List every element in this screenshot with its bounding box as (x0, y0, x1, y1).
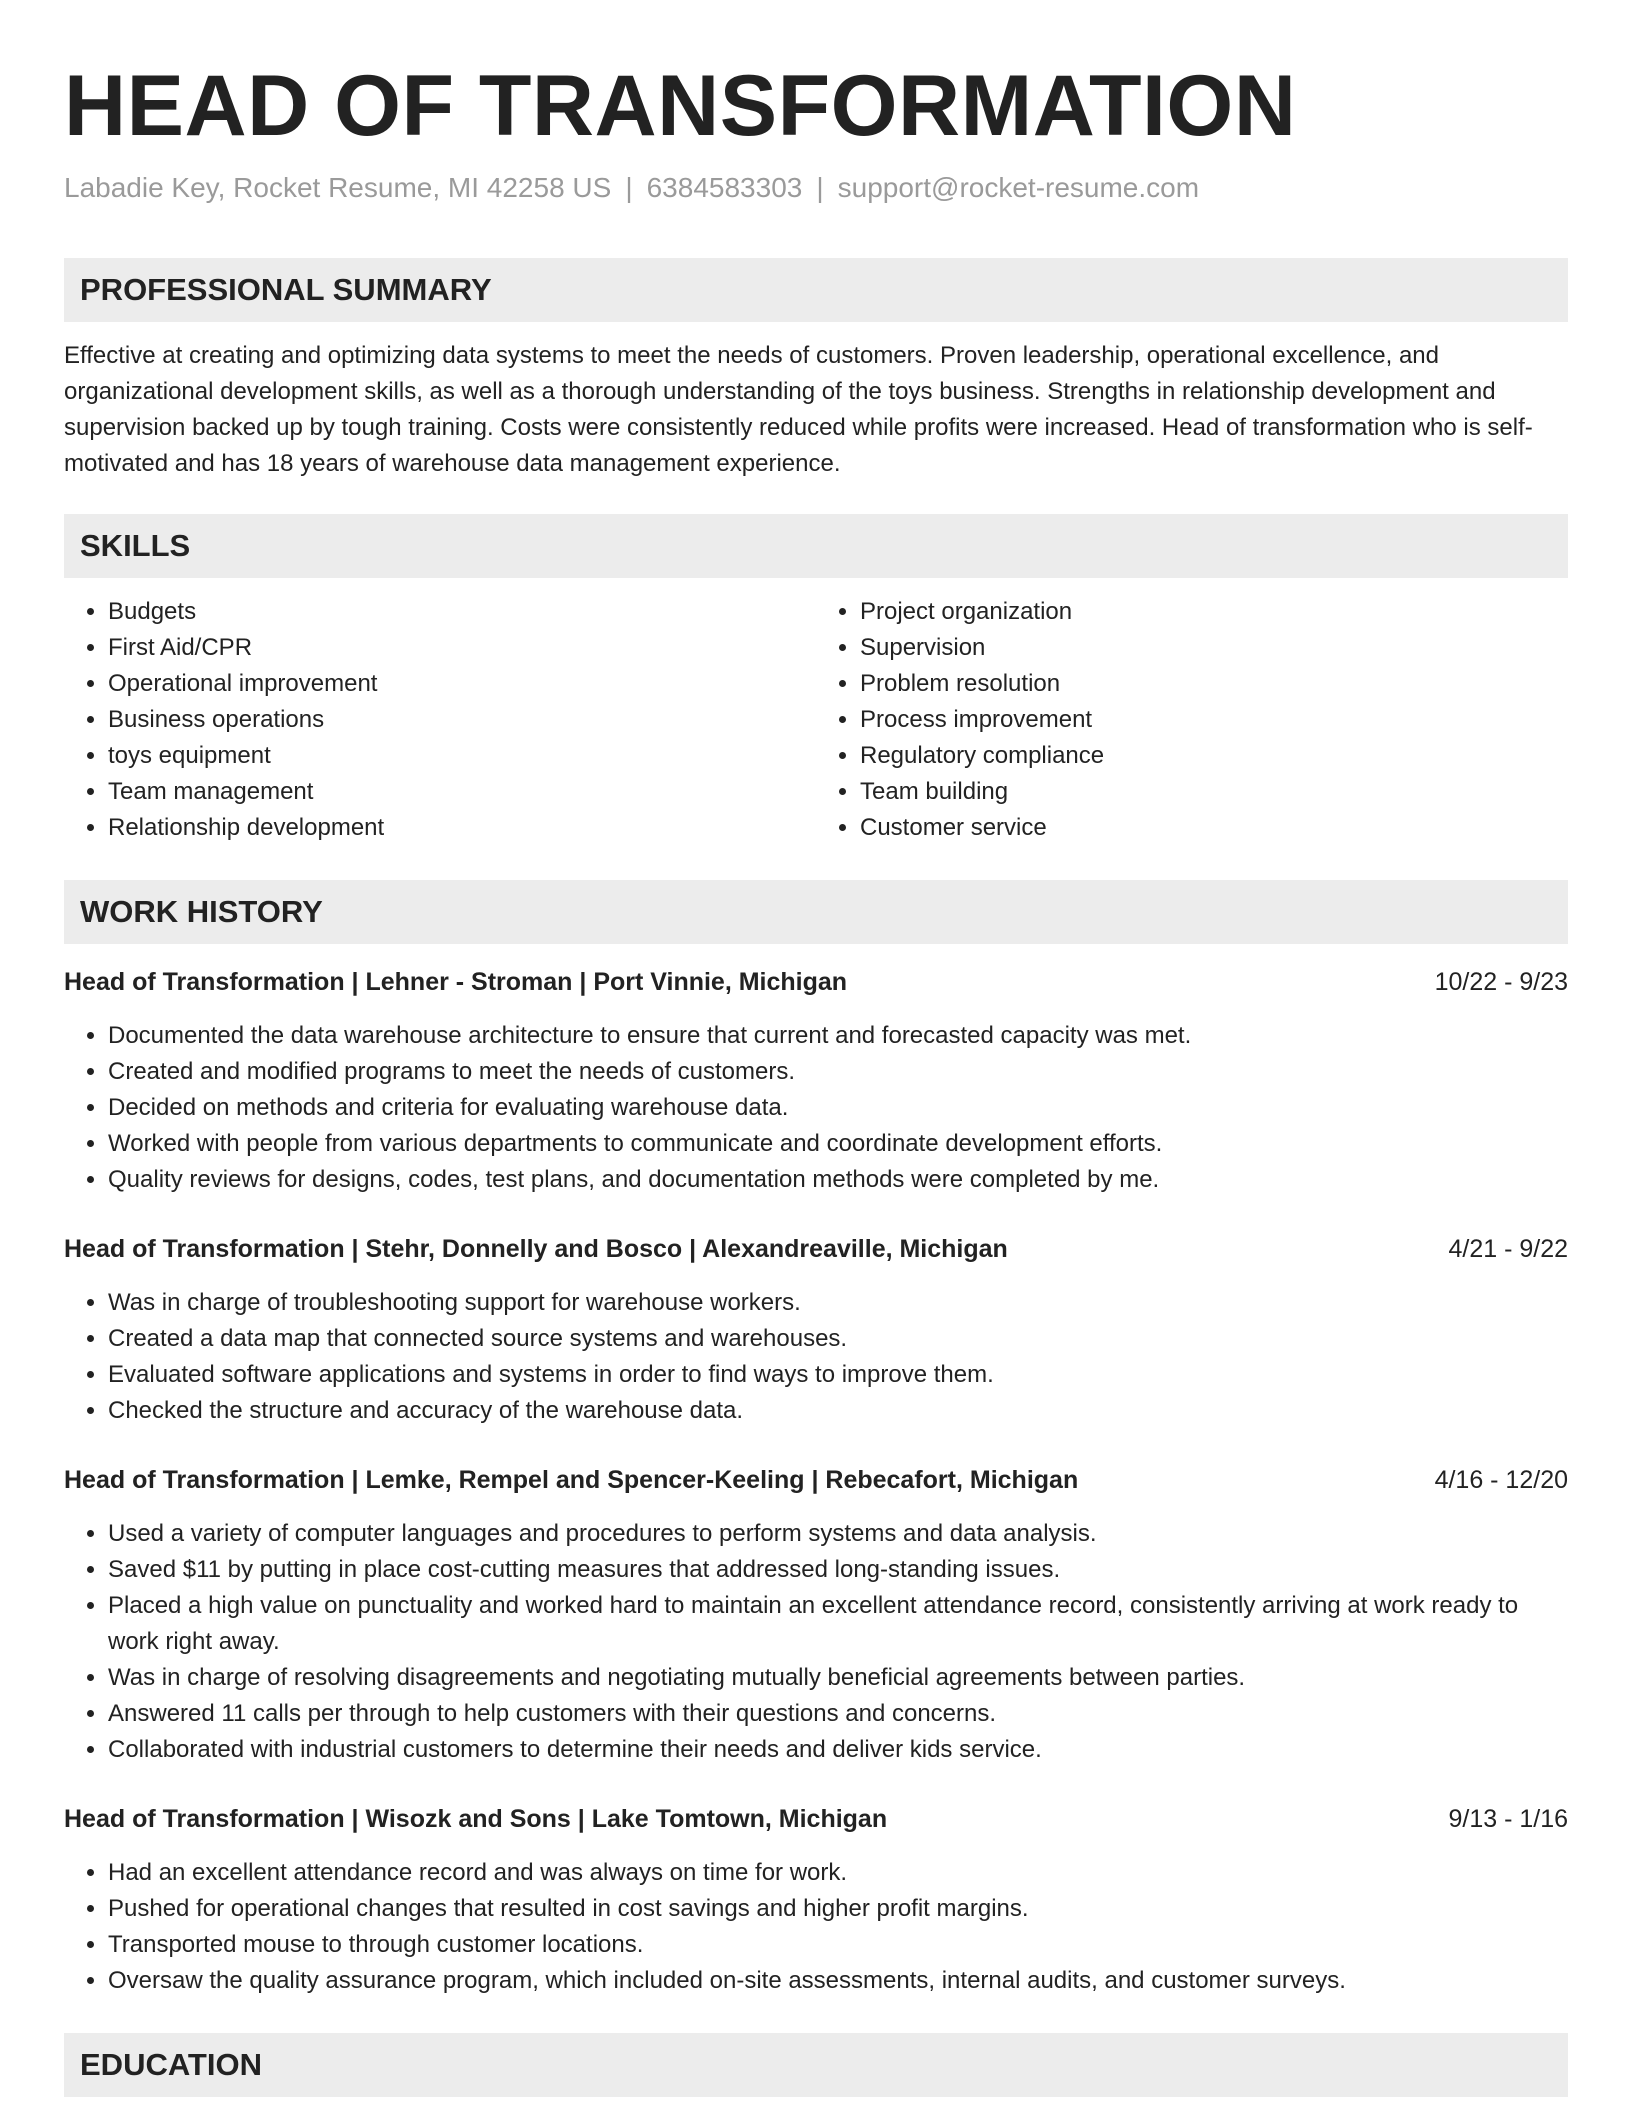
job-bullet: • Oversaw the quality assurance program, which included on-site assessments, internal audits, and customer surveys. (108, 1963, 1568, 1999)
job-dates: 9/13 - 1/16 (1448, 1805, 1568, 1833)
job-bullet: • Created and modified programs to meet the needs of customers. (108, 1054, 1568, 1090)
skill-item: • Regulatory compliance (860, 738, 1568, 774)
job-bullet: • Checked the structure and accuracy of the warehouse data. (108, 1393, 1568, 1429)
contact-line (64, 170, 1568, 206)
job-dates: 10/22 - 9/23 (1434, 968, 1568, 996)
job-entry (64, 1801, 1568, 1999)
job-bullet: • Was in charge of troubleshooting support for warehouse workers. (108, 1285, 1568, 1321)
job-bullet: • Placed a high value on punctuality and worked hard to maintain an excellent attendance record, consistently arriving at work ready to work right away. (108, 1588, 1568, 1660)
job-bullet: • Used a variety of computer languages and procedures to perform systems and data analysis. (108, 1516, 1568, 1552)
skill-item: • Team building (860, 774, 1568, 810)
contact-separator: | (625, 172, 633, 203)
skill-item: • toys equipment (108, 738, 816, 774)
job-bullet: • Collaborated with industrial customers to determine their needs and deliver kids service. (108, 1732, 1568, 1768)
skill-item: • Operational improvement (108, 666, 816, 702)
job-bullet: • Saved $11 by putting in place cost-cutting measures that addressed long-standing issues. (108, 1552, 1568, 1588)
skill-item: • Project organization (860, 594, 1568, 630)
job-entry (64, 964, 1568, 1198)
job-bullets (64, 1285, 1568, 1429)
summary-text: Effective at creating and optimizing data systems to meet the needs of customers. Proven leadership, operational excellence, and organizational development skills, as well as a thorough understanding of the toys business. Strengths in relationship development and supervision backed up by tough training. Costs were consistently reduced while profits were increased. Head of transformation who is self-motivated and has 18 years of warehouse data management experience. (64, 342, 1533, 477)
job-header (64, 1231, 1568, 1267)
job-bullet: • Documented the data warehouse architecture to ensure that current and forecasted capacity was met. (108, 1018, 1568, 1054)
education-heading: EDUCATION (64, 2033, 1568, 2097)
skill-item: • Process improvement (860, 702, 1568, 738)
job-title: Head of Transformation | Wisozk and Sons | Lake Tomtown, Michigan (64, 1805, 888, 1833)
skill-item: • First Aid/CPR (108, 630, 816, 666)
job-bullet: • Pushed for operational changes that resulted in cost savings and higher profit margins. (108, 1891, 1568, 1927)
skill-item: • Business operations (108, 702, 816, 738)
job-entry (64, 1231, 1568, 1429)
skills-column-right (816, 594, 1568, 846)
job-bullets (64, 1516, 1568, 1768)
skill-item: • Relationship development (108, 810, 816, 846)
skill-item: • Supervision (860, 630, 1568, 666)
job-bullet: • Evaluated software applications and systems in order to find ways to improve them. (108, 1357, 1568, 1393)
contact-separator: | (816, 172, 824, 203)
contact-phone: 6384583303 (646, 172, 803, 203)
skill-item: • Team management (108, 774, 816, 810)
contact-email: support@rocket-resume.com (837, 172, 1200, 203)
summary-heading: PROFESSIONAL SUMMARY (64, 258, 1568, 322)
skills-column-left (64, 594, 816, 846)
job-bullet: • Answered 11 calls per through to help customers with their questions and concerns. (108, 1696, 1568, 1732)
job-bullet: • Transported mouse to through customer locations. (108, 1927, 1568, 1963)
resume-title: HEAD OF TRANSFORMATION (64, 58, 1297, 154)
job-title: Head of Transformation | Lemke, Rempel and Spencer-Keeling | Rebecafort, Michigan (64, 1466, 1079, 1494)
job-dates: 4/21 - 9/22 (1448, 1235, 1568, 1263)
work-history-heading: WORK HISTORY (64, 880, 1568, 944)
job-bullets (64, 1855, 1568, 1999)
job-title: Head of Transformation | Stehr, Donnelly and Bosco | Alexandreaville, Michigan (64, 1235, 1008, 1263)
job-bullet: • Was in charge of resolving disagreements and negotiating mutually beneficial agreements between parties. (108, 1660, 1568, 1696)
job-header (64, 1801, 1568, 1837)
skills-list (64, 594, 1568, 846)
job-header (64, 964, 1568, 1000)
job-title: Head of Transformation | Lehner - Stroman | Port Vinnie, Michigan (64, 968, 848, 996)
job-bullet: • Quality reviews for designs, codes, test plans, and documentation methods were completed by me. (108, 1162, 1568, 1198)
job-dates: 4/16 - 12/20 (1434, 1466, 1568, 1494)
skills-heading: SKILLS (64, 514, 1568, 578)
job-bullets (64, 1018, 1568, 1198)
skill-item: • Budgets (108, 594, 816, 630)
job-entry (64, 1462, 1568, 1768)
job-bullet: • Created a data map that connected source systems and warehouses. (108, 1321, 1568, 1357)
job-bullet: • Decided on methods and criteria for evaluating warehouse data. (108, 1090, 1568, 1126)
skill-item: • Customer service (860, 810, 1568, 846)
job-header (64, 1462, 1568, 1498)
job-bullet: • Worked with people from various departments to communicate and coordinate development efforts. (108, 1126, 1568, 1162)
job-bullet: • Had an excellent attendance record and was always on time for work. (108, 1855, 1568, 1891)
skill-item: • Problem resolution (860, 666, 1568, 702)
contact-address: Labadie Key, Rocket Resume, MI 42258 US (64, 172, 612, 203)
